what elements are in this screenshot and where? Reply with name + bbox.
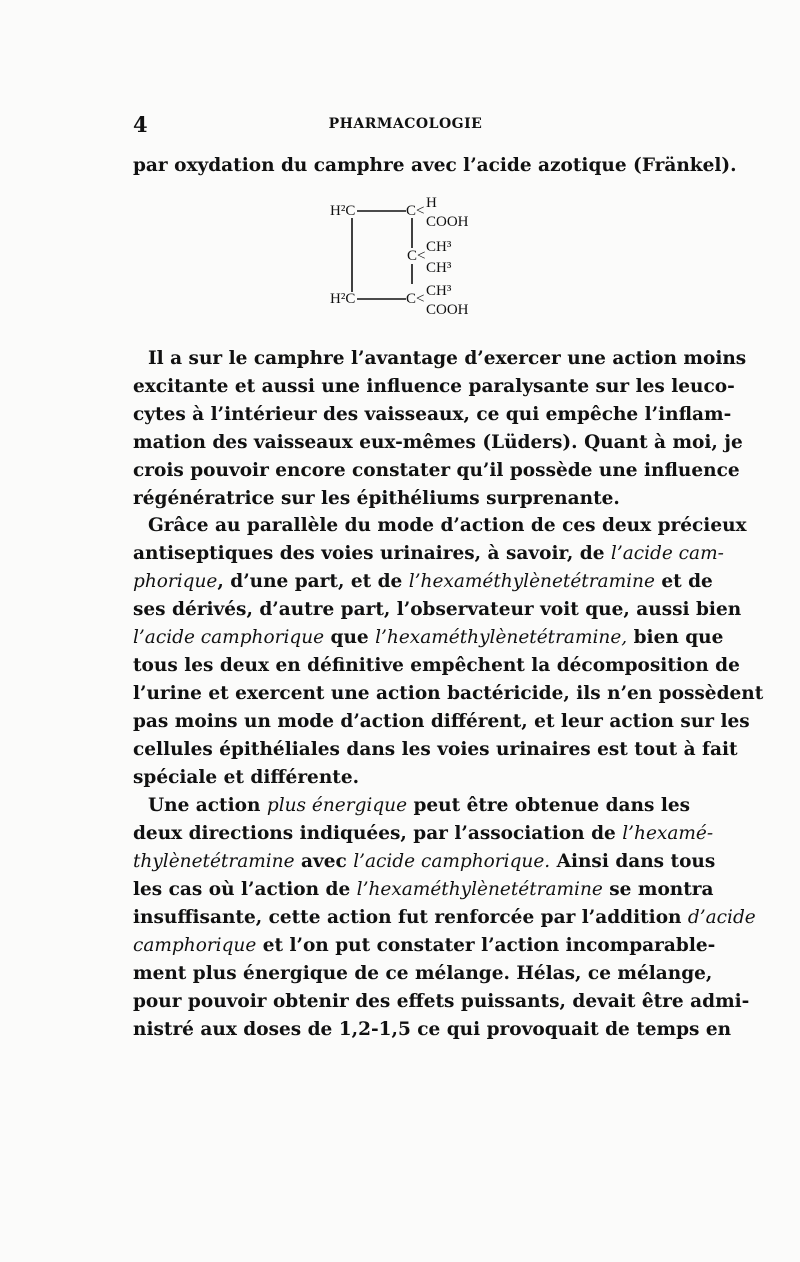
paragraph-2-line: cellules épithéliales dans les voies urinaires est tout à fait bbox=[133, 739, 738, 760]
paragraph-3-line: ment plus énergique de ce mélange. Hélas, ce mélange, bbox=[133, 963, 713, 984]
paragraph-2-line: l’urine et exercent une action bactéricide, ils n’en possèdent bbox=[133, 683, 764, 704]
formula-c-middle: C bbox=[407, 248, 418, 264]
paragraph-3-line: insuffisante, cette action fut renforcée par l’addition d’acide bbox=[133, 907, 756, 928]
paragraph-2-line: spéciale et différente. bbox=[133, 767, 360, 788]
intro-line: par oxydation du camphre avec l’acide azotique (Fränkel). bbox=[133, 155, 737, 176]
formula-ch3-upper: CH³ bbox=[426, 239, 452, 255]
paragraph-3-line: deux directions indiquées, par l’association de l’hexamé- bbox=[133, 823, 714, 844]
formula-top-right: C bbox=[406, 203, 417, 219]
paragraph-1-line: crois pouvoir encore constater qu’il possède une influence bbox=[133, 460, 740, 481]
paragraph-3-line: Une action plus énergique peut être obtenue dans les bbox=[148, 795, 691, 816]
paragraph-2-line: ses dérivés, d’autre part, l’observateur voit que, aussi bien bbox=[133, 599, 742, 620]
formula-top-left: H²C bbox=[330, 203, 356, 219]
formula-ch3-lower: CH³ bbox=[426, 260, 452, 276]
paragraph-3-line: pour pouvoir obtenir des effets puissants, devait être admi- bbox=[133, 991, 750, 1012]
paragraph-1-line: mation des vaisseaux eux-mêmes (Lüders). Quant à moi, je bbox=[133, 432, 743, 453]
paragraph-3-line: camphorique et l’on put constater l’action incomparable- bbox=[133, 935, 716, 956]
page-header bbox=[133, 112, 678, 137]
paragraph-2-line: pas moins un mode d’action différent, et leur action sur les bbox=[133, 711, 750, 732]
paragraph-1-line: régénératrice sur les épithéliums surprenante. bbox=[133, 488, 620, 509]
paragraph-2-line: antiseptiques des voies urinaires, à savoir, de l’acide cam- bbox=[133, 543, 724, 564]
paragraph-1-line: cytes à l’intérieur des vaisseaux, ce qui empêche l’inflam- bbox=[133, 404, 732, 425]
formula-cooh-bottom: COOH bbox=[426, 302, 469, 318]
formula-h: H bbox=[426, 195, 437, 211]
paragraph-2-line: l’acide camphorique que l’hexaméthylènetétramine, bien que bbox=[133, 627, 724, 648]
formula-cooh-top: COOH bbox=[426, 214, 469, 230]
formula-bottom-left: H²C bbox=[330, 291, 356, 307]
paragraph-1-line: excitante et aussi une influence paralysante sur les leuco- bbox=[133, 376, 735, 397]
page-number: 4 bbox=[133, 112, 148, 137]
paragraph-3-line: thylènetétramine avec l’acide camphorique. Ainsi dans tous bbox=[133, 851, 716, 872]
formula-bottom-right: C bbox=[406, 291, 417, 307]
paragraph-2-line: Grâce au parallèle du mode d’action de ces deux précieux bbox=[148, 515, 747, 536]
paragraph-2-line: phorique, d’une part, et de l’hexaméthylènetétramine et de bbox=[133, 571, 713, 592]
paragraph-3-line: les cas où l’action de l’hexaméthylènetétramine se montra bbox=[133, 879, 714, 900]
paragraph-3-line: nistré aux doses de 1,2-1,5 ce qui provoquait de temps en bbox=[133, 1019, 732, 1040]
formula-ch3-bottom: CH³ bbox=[426, 283, 452, 299]
paragraph-2-line: tous les deux en définitive empêchent la décomposition de bbox=[133, 655, 740, 676]
chemical-formula-camphoric-acid: H²C C < H COOH C < CH³ CH³ H²C C < CH³ COOH bbox=[300, 196, 560, 326]
paragraph-1-line: Il a sur le camphre l’avantage d’exercer une action moins bbox=[148, 348, 747, 369]
running-head: PHARMACOLOGIE bbox=[328, 116, 483, 132]
